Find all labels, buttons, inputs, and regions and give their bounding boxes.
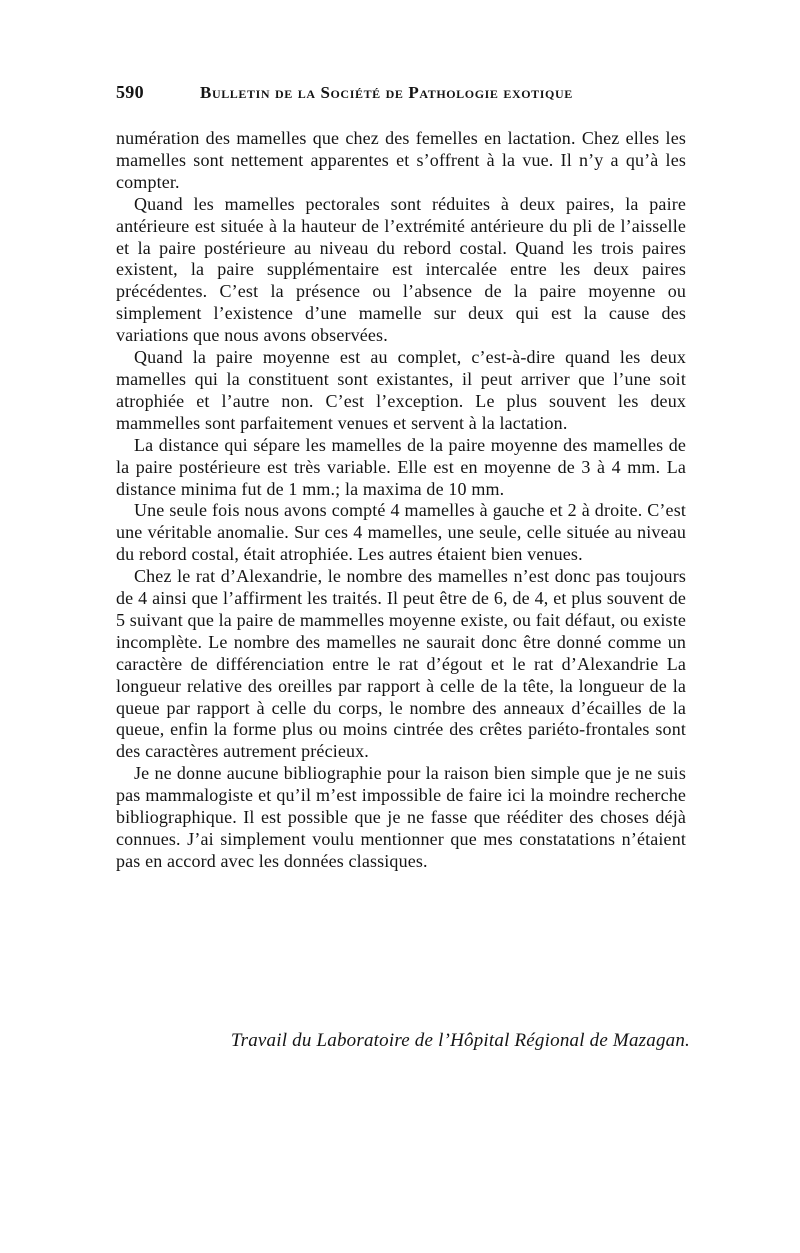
paragraph-middle-pair: Quand la paire moyenne est au complet, c’est-à-dire quand les deux mamelles qui la constituent sont existantes, il peut arriver que l’une soit atrophiée et l’autre non. C’est l’exception. Le plus souvent les deux mammelles sont parfaitement venues et servent à la lactation. [116,347,686,433]
paragraph-bibliography: Je ne donne aucune bibliographie pour la raison bien simple que je ne suis pas mammalogiste et qu’il m’est impossible de faire ici la moindre recherche bibliographique. Il est possible que je ne fasse que rééditer des choses déjà connues. J’ai simplement voulu mentionner que mes constatations n’étaient pas en accord avec les données classiques. [116,763,686,871]
paragraph-distance: La distance qui sépare les mamelles de la paire moyenne des mamelles de la paire postérieure est très variable. Elle est en moyenne de 3 à 4 mm. La distance minima fut de 1 mm.; la maxima de 10 mm. [116,434,686,499]
laboratory-attribution: Travail du Laboratoire de l’Hôpital Régional de Mazagan. [230,1030,690,1051]
page-header [116,82,686,112]
paragraph-anomaly: Une seule fois nous avons compté 4 mamelles à gauche et 2 à droite. C’est une véritable anomalie. Sur ces 4 mamelles, une seule, celle située au niveau du rebord costal, était atrophiée. Les autres étaient bien venues. [116,500,686,565]
page-number: 590 [116,82,144,102]
paragraph-pectoral-pairs: Quand les mamelles pectorales sont réduites à deux paires, la paire antérieure est située à la hauteur de l’extrémité antérieure du pli de l’aisselle et la paire postérieure au niveau du rebord costal. Quand les trois paires existent, la paire supplémentaire est intercalée entre les deux paires précédentes. C’est la présence ou l’absence de la paire moyenne ou simplement l’existence d’une mamelle sur deux qui est la cause des variations que nous avons observées. [116,193,686,346]
paragraph-conclusion: Chez le rat d’Alexandrie, le nombre des mamelles n’est donc pas toujours de 4 ainsi que l’affirment les traités. Il peut être de 6, de 4, et plus souvent de 5 suivant que la paire de mammelles moyenne existe, ou fait défaut, ou existe incomplète. Le nombre des mamelles ne saurait donc être donné comme un caractère de différenciation entre le rat d’égout et le rat d’Alexandrie La longueur relative des oreilles par rapport à celle de la tête, la longueur de la queue par rapport à celle du corps, le nombre des anneaux d’écailles de la queue, enfin la forme plus ou moins cintrée des crêtes pariéto-frontales sont des caractères autrement précieux. [116,566,686,762]
article-body [116,128,686,873]
paragraph-continuation: numération des mamelles que chez des femelles en lactation. Chez elles les mamelles sont nettement apparentes et s’offrent à la vue. Il n’y a qu’à les compter. [116,128,686,192]
running-title: Bulletin de la Société de Pathologie exotique [200,83,573,102]
